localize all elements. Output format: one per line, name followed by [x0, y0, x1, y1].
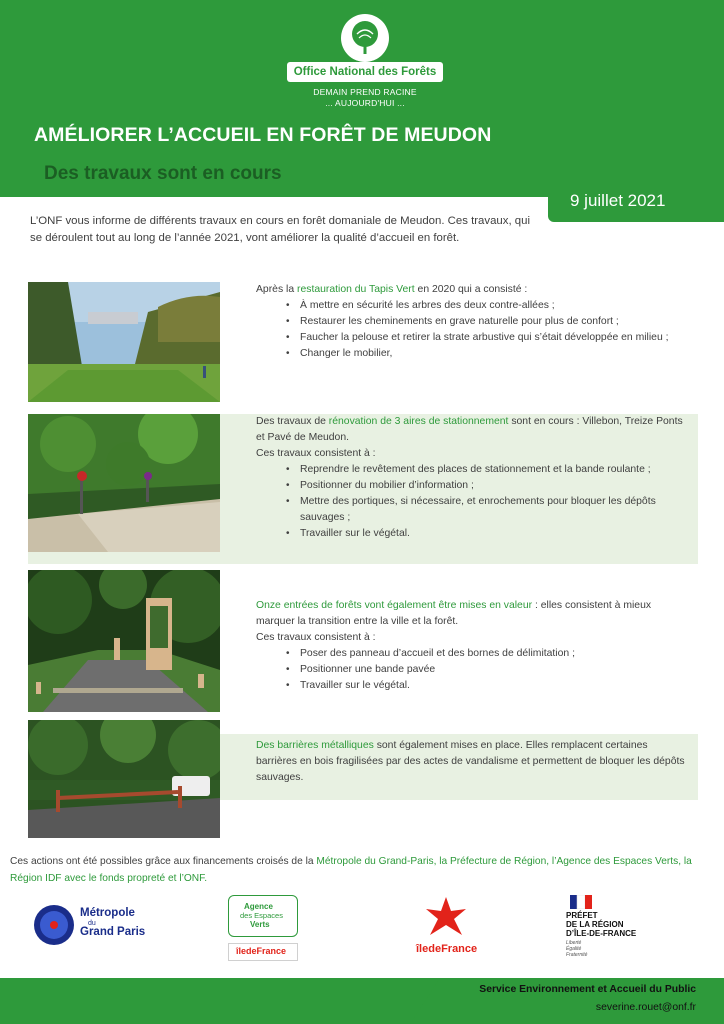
prefet-line-1: PRÉFET	[566, 911, 598, 920]
prefet-line-2: DE LA RÉGION	[566, 920, 624, 929]
section-3-intro: Ces travaux consistent à :	[256, 632, 376, 643]
list-item: • Restaurer les cheminements en grave naturelle pour plus de confort ;	[286, 314, 686, 330]
list-item: • Poser des panneau d’accueil et des bornes de délimitation ;	[286, 646, 686, 662]
logo-tagline-1: DEMAIN PREND RACINE	[313, 87, 417, 97]
prefet-line-3: D’ÎLE-DE-FRANCE	[566, 929, 637, 938]
metropole-mark-icon	[30, 899, 74, 953]
onf-logo	[280, 14, 450, 109]
aev-line-2: des Espaces	[240, 911, 283, 920]
prefet-motto-2: Égalité	[566, 946, 582, 952]
list-item: • Positionner du mobilier d’information ;	[286, 478, 686, 494]
section-2-list	[286, 462, 686, 542]
section-3-lead: Onze entrées de forêts vont également être mises en valeur : elles consistent à mieux marquer la transition entre la ville et la forêt.	[256, 600, 652, 627]
section-3-list	[286, 646, 686, 694]
section-entrees	[28, 570, 698, 712]
page-title: AMÉLIORER L’ACCUEIL EN FORÊT DE MEUDON	[34, 124, 492, 146]
idf-logo	[412, 895, 482, 965]
photo-parking	[28, 414, 220, 552]
footer-service: Service Environnement et Accueil du Public	[479, 984, 696, 995]
intro-paragraph: L’ONF vous informe de différents travaux en cours en forêt domaniale de Meudon. Ces travaux, qui se déroulent tout au long de l’année 2021, vont améliorer la qualité d’accueil en forêt.	[30, 215, 530, 244]
prefet-logo	[566, 895, 666, 965]
list-item: • Changer le mobilier,	[286, 346, 686, 362]
section-tapis-vert	[28, 282, 698, 402]
section-stationnement	[28, 414, 698, 564]
section-4-text	[256, 738, 686, 786]
tree-logo-icon	[341, 14, 389, 62]
logo-tagline-2: ... AUJOURD'HUI ...	[325, 98, 405, 108]
list-item: • Positionner une bande pavée	[286, 662, 686, 678]
idf-wordmark: îledeFrance	[416, 943, 478, 955]
aev-line-3: Verts	[250, 920, 270, 929]
marianne-flag-icon	[570, 895, 592, 909]
section-1-lead: Après la restauration du Tapis Vert en 2020 qui a consisté :	[256, 284, 528, 295]
list-item: • Faucher la pelouse et retirer la strate arbustive qui s’était développée en milieu ;	[286, 330, 686, 346]
publication-date: 9 juillet 2021	[570, 191, 666, 210]
prefet-motto-1: Liberté	[566, 940, 582, 946]
footer-email[interactable]: severine.rouet@onf.fr	[595, 1002, 696, 1013]
funding-partners: Métropole du Grand-Paris, la Préfecture de Région, l’Agence des Espaces Verts, la Région IDF avec le fonds propreté et l’ONF.	[10, 856, 692, 884]
aev-logo	[228, 895, 302, 965]
metropole-logo	[30, 895, 170, 965]
funding-note: Ces actions ont été possibles grâce aux financements croisés de la Métropole du Grand-Paris, la Préfecture de Région, l’Agence des Espaces Verts, la Région IDF avec le fonds propreté et l’ONF.	[10, 856, 692, 884]
metropole-line-3: Grand Paris	[80, 926, 146, 938]
logo-wordmark: Office National des Forêts	[287, 62, 444, 82]
idf-star-icon	[424, 895, 468, 939]
section-1-list	[286, 298, 686, 362]
section-2-lead: Des travaux de rénovation de 3 aires de stationnement sont en cours : Villebon, Treize Ponts et Pavé de Meudon.	[256, 416, 683, 443]
list-item: • Reprendre le revêtement des places de stationnement et la bande roulante ;	[286, 462, 686, 478]
list-item: • Travailler sur le végétal.	[286, 526, 686, 542]
page-subtitle: Des travaux sont en cours	[44, 163, 282, 184]
list-item: • Mettre des portiques, si nécessaire, et enrochements pour bloquer les dépôts sauvages ;	[286, 494, 686, 526]
photo-forest-entrance	[28, 570, 220, 712]
metropole-line-1: Métropole	[80, 907, 135, 919]
section-1-text	[256, 282, 686, 362]
photo-barrier	[28, 720, 220, 838]
section-3-text	[256, 598, 686, 694]
section-3-highlight: Onze entrées de forêts vont également être mises en valeur	[256, 600, 533, 611]
list-item: • Travailler sur le végétal.	[286, 678, 686, 694]
section-barrieres	[28, 720, 698, 838]
list-item: • À mettre en sécurité les arbres des deux contre-allées ;	[286, 298, 686, 314]
metropole-line-2: du	[88, 920, 96, 927]
section-4-highlight: Des barrières métalliques	[256, 740, 374, 751]
idf-small-wordmark: îledeFrance	[236, 946, 287, 956]
section-1-highlight: restauration du Tapis Vert	[297, 284, 415, 295]
aev-line-1: Agence	[244, 902, 273, 911]
section-4-lead: Des barrières métalliques sont également mises en place. Elles remplacent certaines barrières en bois fragilisées par des actes de vandalisme et permettent de bloquer les dépôts sauvages.	[256, 740, 685, 783]
section-2-text	[256, 414, 686, 542]
photo-tapis-vert	[28, 282, 220, 402]
section-2-highlight: rénovation de 3 aires de stationnement	[328, 416, 509, 427]
section-2-intro: Ces travaux consistent à :	[256, 448, 376, 459]
prefet-motto-3: Fraternité	[566, 952, 588, 958]
